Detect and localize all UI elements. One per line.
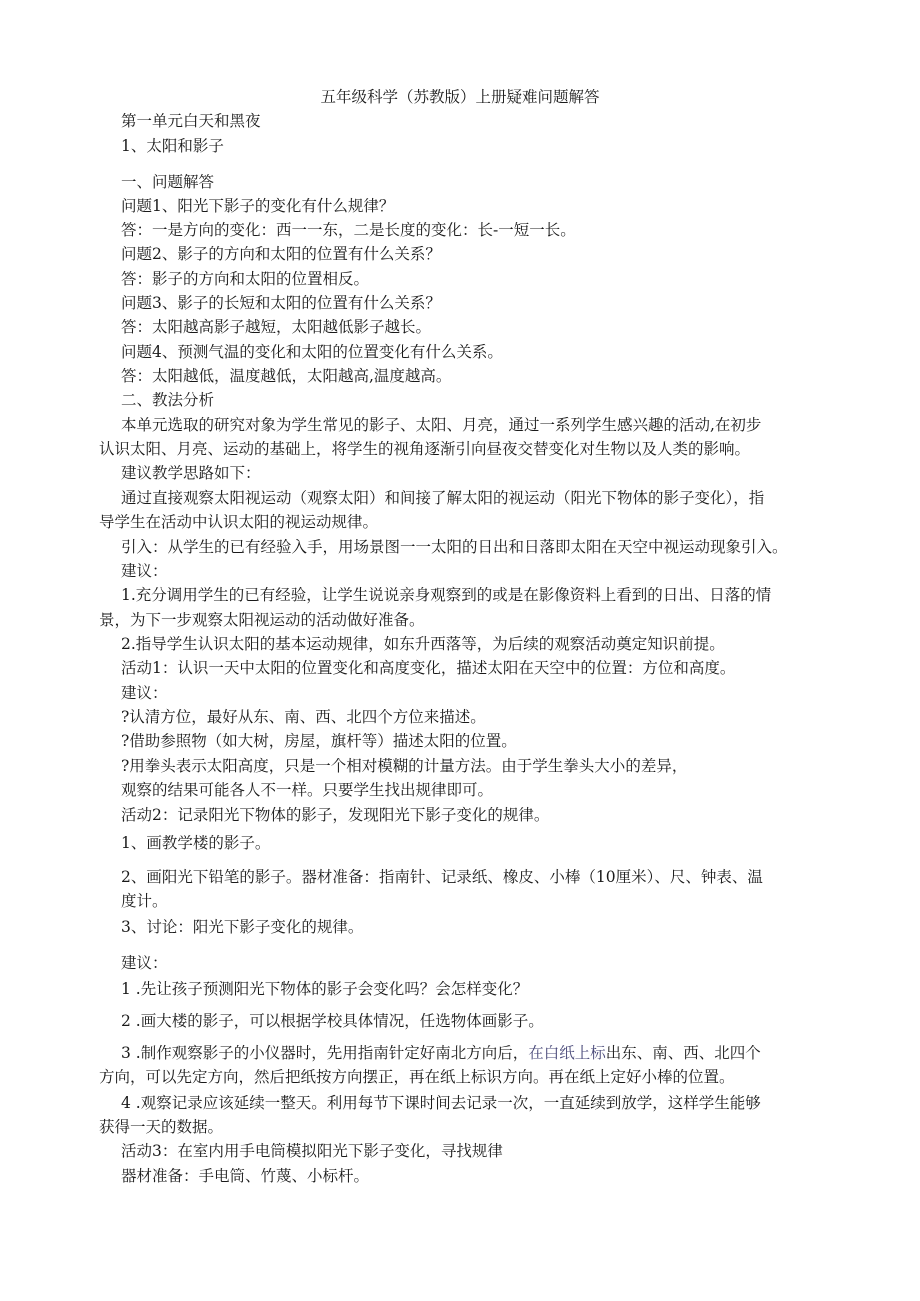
task-item: 1、画教学楼的影子。 — [121, 834, 271, 852]
bullet-item: ?认清方位，最好从东、南、西、北四个方位来描述。 — [121, 708, 486, 726]
answer-3: 答：太阳越高影子越短，太阳越低影子越长。 — [121, 318, 432, 336]
bullet-item: ?用拳头表示太阳高度，只是一个相对模糊的计量方法。由于学生拳头大小的差异， — [121, 757, 688, 775]
paragraph-line: 认识太阳、月亮、运动的基础上，将学生的视角逐渐引向昼夜交替变化对生物以及人类的影响。 — [99, 440, 751, 458]
answer-1: 答：一是方向的变化：西一一东，二是长度的变化：长-一短一长。 — [121, 221, 576, 239]
task-item: 2、画阳光下铅笔的影子。器材准备：指南针、记录纸、橡皮、小棒（10厘米）、尺、钟表、温 — [121, 868, 763, 886]
suggestion-item: 2.指导学生认识太阳的基本运动规律，如东升西落等，为后续的观察活动奠定知识前提。 — [121, 635, 725, 653]
task-item: 度计。 — [121, 892, 168, 910]
bullet-item: ?借助参照物（如大树，房屋，旗杆等）描述太阳的位置。 — [121, 732, 517, 750]
numbered-item: 4 .观察记录应该延续一整天。利用每节下课时间去记录一次，一直延续到放学，这样学生能够 — [121, 1094, 761, 1112]
section-heading-method: 二、教法分析 — [121, 391, 215, 409]
activity-2: 活动2：记录阳光下物体的影子，发现阳光下影子变化的规律。 — [121, 806, 550, 824]
numbered-item — [121, 1042, 761, 1064]
numbered-item: 1 .先让孩子预测阳光下物体的影子会变化吗？会怎样变化？ — [121, 980, 529, 998]
paragraph-line: 本单元选取的研究对象为学生常见的影子、太阳、月亮，通过一系列学生感兴趣的活动,在初步 — [121, 416, 762, 434]
equipment-list: 器材准备：手电筒、竹蔑、小标杆。 — [121, 1167, 370, 1185]
numbered-item-text: 3 .制作观察影子的小仪器时，先用指南针定好南北方向后， — [121, 1044, 529, 1062]
unit-heading: 第一单元白天和黑夜 — [121, 112, 261, 130]
numbered-item: 2 .画大楼的影子，可以根据学校具体情况，任选物体画影子。 — [121, 1012, 544, 1030]
numbered-item-text: 出东、南、西、北四个 — [605, 1044, 761, 1062]
paragraph-line: 通过直接观察太阳视运动（观察太阳）和间接了解太阳的视运动（阳光下物体的影子变化），指 — [121, 489, 765, 507]
question-3: 问题3、影子的长短和太阳的位置有什么关系？ — [121, 294, 441, 312]
answer-4: 答：太阳越低，温度越低，太阳越高,温度越高。 — [121, 367, 452, 385]
numbered-item: 获得一天的数据。 — [99, 1118, 224, 1136]
paragraph-line: 导学生在活动中认识太阳的视运动规律。 — [99, 513, 379, 531]
suggestion-item: 景，为下一步观察太阳视运动的活动做好准备。 — [99, 611, 425, 629]
suggestion-item: 1.充分调用学生的已有经验，让学生说说亲身观察到的或是在影像资料上看到的日出、日落的情 — [121, 586, 772, 604]
question-2: 问题2、影子的方向和太阳的位置有什么关系？ — [121, 245, 441, 263]
suggestion-label: 建议： — [121, 684, 168, 702]
suggestion-label: 建议： — [121, 562, 168, 580]
answer-2: 答：影子的方向和太阳的位置相反。 — [121, 270, 370, 288]
question-4: 问题4、预测气温的变化和太阳的位置变化有什么关系。 — [121, 343, 503, 361]
activity-1: 活动1：认识一天中太阳的位置变化和高度变化，描述太阳在天空中的位置：方位和高度。 — [121, 659, 736, 677]
paragraph-line: 建议教学思路如下： — [121, 464, 261, 482]
page-title: 五年级科学（苏教版）上册疑难问题解答 — [320, 88, 600, 106]
numbered-item: 方向，可以先定方向，然后把纸按方向摆正，再在纸上标识方向。再在纸上定好小棒的位置。 — [99, 1068, 735, 1086]
highlighted-text: 在白纸上标 — [528, 1044, 606, 1062]
section-heading-qa: 一、问题解答 — [121, 173, 215, 191]
task-item: 3、讨论：阳光下影子变化的规律。 — [121, 918, 364, 936]
question-1: 问题1、阳光下影子的变化有什么规律？ — [121, 197, 395, 215]
bullet-item: 观察的结果可能各人不一样。只要学生找出规律即可。 — [121, 781, 494, 799]
suggestion-label: 建议： — [121, 954, 168, 972]
lesson-heading: 1、太阳和影子 — [121, 137, 224, 155]
paragraph-line: 引入：从学生的已有经验入手，用场景图一一太阳的日出和日落即太阳在天空中视运动现象引入。 — [121, 538, 788, 556]
activity-3: 活动3：在室内用手电筒模拟阳光下影子变化，寻找规律 — [121, 1142, 503, 1160]
